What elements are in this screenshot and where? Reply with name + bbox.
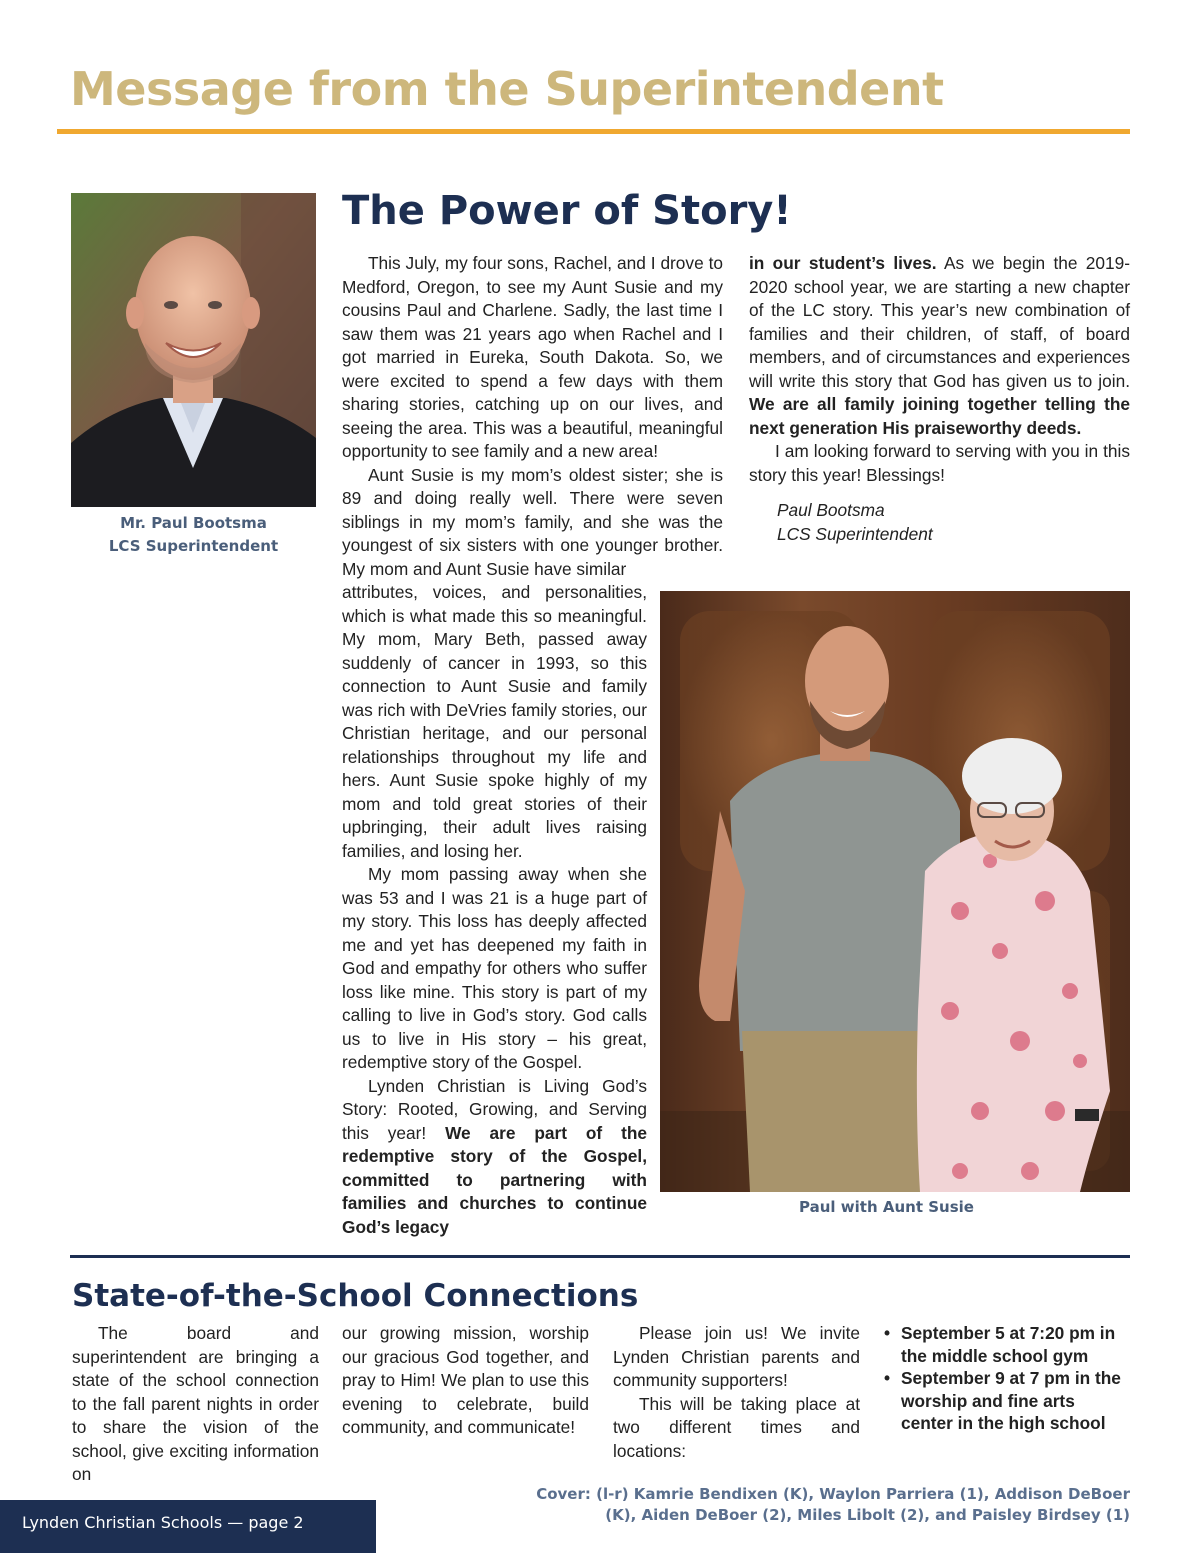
bullet-icon: • <box>884 1323 891 1343</box>
page-title: Message from the Superintendent <box>70 62 944 116</box>
event-dates-list <box>884 1322 1130 1435</box>
event-date-item <box>884 1322 1130 1367</box>
section-rule <box>70 1255 1130 1258</box>
article-paragraph-4-text: Lynden Christian is Living God’s Story: Rooted, Growing, and Serving this year! <box>342 1075 647 1143</box>
article-paragraph-3: My mom passing away when she was 53 and I was 21 is a huge part of my story. This loss has deeply affected me and yet has deepened my faith in God and empathy for others who suffer loss like mine. This story is part of my calling to live in God’s story. God calls us to live in His story – his great, redemptive story of the Gospel. <box>342 864 647 1072</box>
event-date-item <box>884 1367 1130 1435</box>
sots-paragraph-3: Please join us! We invite Lynden Christian parents and community supporters! <box>613 1323 860 1390</box>
sots-paragraph-2: our growing mission, worship our gracious God together, and pray to Him! We plan to use this evening to celebrate, build community, and communicate! <box>342 1323 589 1437</box>
sots-paragraph-1: The board and superintendent are bringing a state of the school connection to the fall parent nights in order to share the vision of the school, give exciting information on <box>72 1323 319 1484</box>
cover-caption <box>520 1484 1130 1526</box>
sots-column-4 <box>884 1322 1130 1435</box>
article-column-1-bottom <box>342 581 647 1239</box>
sots-column-2 <box>342 1322 589 1440</box>
footer-page-label: Lynden Christian Schools — page 2 <box>22 1513 304 1532</box>
event-date-text: September 9 at 7 pm in the worship and fine arts center in the high school <box>901 1368 1121 1433</box>
signature-role: LCS Superintendent <box>777 523 933 544</box>
article-column-1-top <box>342 252 723 581</box>
article-paragraph-2b: attributes, voices, and personalities, which is what made this so meaningful. My mom, Mary Beth, passed away suddenly of cancer in 1993, so this connection to Aunt Susie and family was rich with DeVries family stories, our Christian heritage, and our personal relationships throughout my life and hers. Aunt Susie spoke highly of my mom and told great stories of their upbringing, their adult lives raising families, and losing her. <box>342 582 647 861</box>
article-paragraph-5-text: As we begin the 2019-2020 school year, we are starting a new chapter of the LC story. This year’s new combination of families and their children, of staff, of board members, and of circumstances and experiences will write this story that God has given us to join. <box>749 253 1130 391</box>
story-photo <box>660 591 1130 1192</box>
section-title: State-of-the-School Connections <box>72 1278 639 1314</box>
sots-column-1 <box>72 1322 319 1487</box>
sots-column-3 <box>613 1322 860 1463</box>
article-paragraph-5 <box>749 252 1130 440</box>
signature-name: Paul Bootsma <box>777 500 885 520</box>
story-photo-caption: Paul with Aunt Susie <box>799 1198 974 1216</box>
superintendent-portrait-photo <box>71 193 316 507</box>
bullet-icon: • <box>884 1368 891 1388</box>
article-paragraph-1: This July, my four sons, Rachel, and I drove to Medford, Oregon, to see my Aunt Susie and my cousins Paul and Charlene. Sadly, the last time I saw them was 21 years ago when Rachel and I got married in Eureka, South Dakota. So, we were excited to spend a few days with them sharing stories, catching up on our lives, and seeing the area. This was a beautiful, meaningful opportunity to see family and a new area! <box>342 253 723 461</box>
article-paragraph-5-bold: in our student’s lives. <box>749 253 937 273</box>
cover-caption-line-1: Cover: (l-r) Kamrie Bendixen (K), Waylon Parriera (1), Addison DeBoer <box>536 1485 1130 1503</box>
portrait-caption-role: LCS Superintendent <box>108 537 279 555</box>
article-paragraph-5-bold-2: We are all family joining together telling the next generation His praiseworthy deeds. <box>749 394 1130 438</box>
cover-caption-line-2: (K), Aiden DeBoer (2), Miles Libolt (2), and Paisley Birdsey (1) <box>605 1506 1130 1524</box>
article-paragraph-2a: Aunt Susie is my mom’s oldest sister; she is 89 and doing really well. There were seven siblings in my mom’s family, and she was the youngest of six sisters with one younger brother. My mom and Aunt Susie have similar <box>342 464 723 579</box>
article-column-2 <box>749 252 1130 546</box>
article-paragraph-4-bold: We are part of the redemptive story of the Gospel, committed to partnering with families and churches to continue God’s legacy <box>342 1122 647 1237</box>
sots-paragraph-4: This will be taking place at two different times and locations: <box>613 1393 860 1461</box>
portrait-caption-name: Mr. Paul Bootsma <box>120 514 267 532</box>
article-paragraph-6: I am looking forward to serving with you in this story this year! Blessings! <box>749 441 1130 485</box>
header-rule <box>57 129 1130 134</box>
portrait-caption <box>71 512 316 558</box>
article-title: The Power of Story! <box>342 188 792 234</box>
event-date-text: September 5 at 7:20 pm in the middle school gym <box>901 1323 1116 1366</box>
article-paragraph-4 <box>342 1075 647 1240</box>
